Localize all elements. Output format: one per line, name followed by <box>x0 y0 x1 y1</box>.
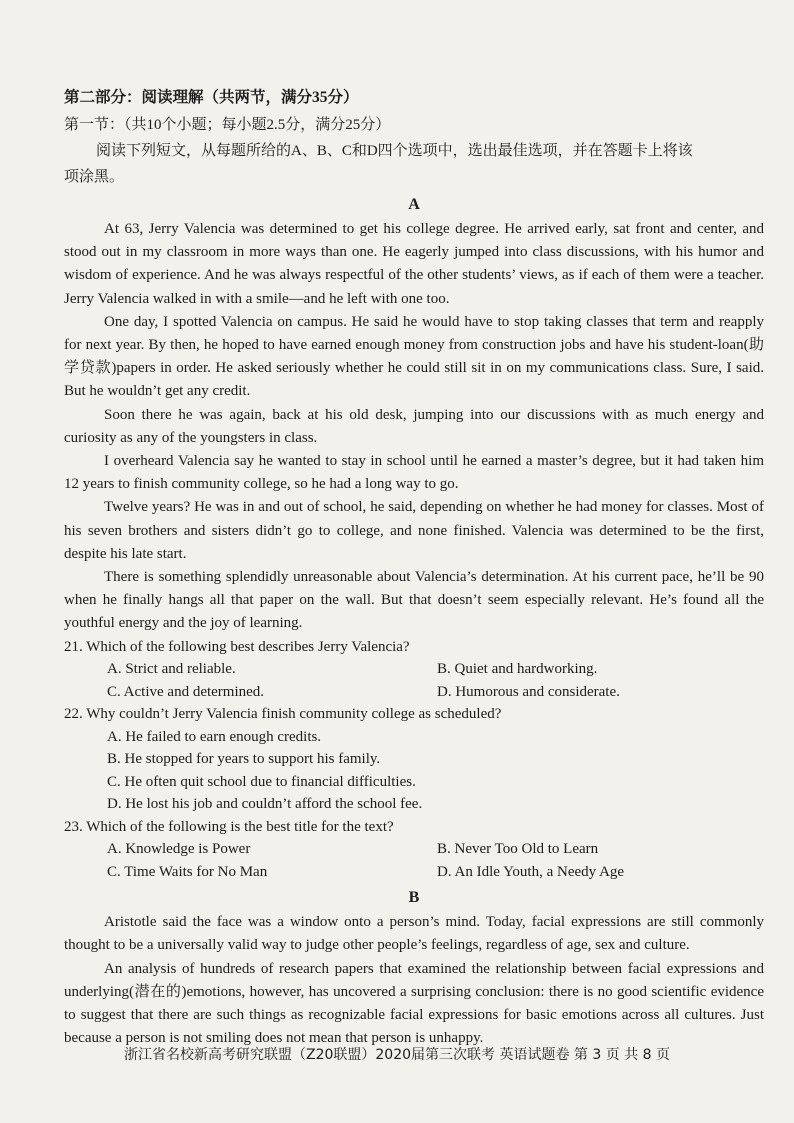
question-23-option-b: B. Never Too Old to Learn <box>437 841 599 858</box>
page-footer: 浙江省名校新高考研究联盟（Z20联盟）2020届第三次联考 英语试题卷 第 3 页 共 8 页 <box>124 1047 670 1063</box>
passage-b-title: B <box>408 889 420 907</box>
question-23-option-c: C. Time Waits for No Man <box>107 863 268 880</box>
passage-b-paragraph: Aristotle said the face was a window onto a person’s mind. Today, facial expressions are still commonly thought to be a universally valid way to judge other people’s feelings, regardless of age, sex and culture. <box>64 914 764 954</box>
question-23-option-a: A. Knowledge is Power <box>107 841 251 858</box>
question-23-option-d: D. An Idle Youth, a Needy Age <box>437 863 625 880</box>
instructions-line-1: 阅读下列短文，从每题所给的A、B、C和D四个选项中，选出最佳选项，并在答题卡上将该 <box>96 143 693 159</box>
passage-a-title: A <box>408 196 420 213</box>
question-22-option-d: D. He lost his job and couldn’t afford the school fee. <box>107 796 423 813</box>
section-heading: 第二部分：阅读理解（共两节，满分35分） <box>64 89 359 106</box>
instructions-line-2: 项涂黑。 <box>64 169 125 185</box>
question-22-option-a: A. He failed to earn enough credits. <box>107 728 322 745</box>
passage-a-paragraph: Soon there he was again, back at his old desk, jumping into our discussions with as much energy and curiosity as any of the youngsters in class. <box>64 406 764 446</box>
question-21-option-b: B. Quiet and hardworking. <box>437 661 598 678</box>
passage-a-paragraph: Twelve years? He was in and out of school, he said, depending on whether he had money for classes. Most of his seven brothers and sisters didn’t go to college, and none finished. Valencia was determined to be the first, despite his late start. <box>64 499 764 562</box>
question-21-option-a: A. Strict and reliable. <box>107 661 236 678</box>
passage-a-paragraph: There is something splendidly unreasonable about Valencia’s determination. At his current pace, he’ll be 90 when he finally hangs all that paper on the wall. But that doesn’t seem especially relevant. He’s found all the youthful energy and the joy of learning. <box>64 569 764 632</box>
question-21-option-c: C. Active and determined. <box>107 683 265 700</box>
passage-a-paragraph: At 63, Jerry Valencia was determined to get his college degree. He arrived early, sat front and center, and stood out in my classroom in more ways than one. He eagerly jumped into class discussions, with his humor and wisdom of experience. And he was always respectful of the other students’ views, as if each of them were a teacher. Jerry Valencia walked in with a smile—and he left with one too. <box>64 221 764 307</box>
passage-b-paragraph: An analysis of hundreds of research papers that examined the relationship between facial expressions and underlying(潜在的)emotions, however, has uncovered a surprising conclusion: there is no good scientific evidence to suggest that there are such things as recognizable facial expressions for basic emotions across all cultures. Just because a person is not smiling does not mean that person is unhappy. <box>64 960 764 1047</box>
question-23-stem: 23. Which of the following is the best title for the text? <box>64 818 394 835</box>
question-21-options <box>107 658 764 703</box>
passage-a-paragraph: One day, I spotted Valencia on campus. He said he would have to stop taking classes that term and reapply for next year. By then, he hoped to have earned enough money from construction jobs and have his student-loan(助学贷款)papers in order. He asked seriously whether he could still sit in on my communications class. Sure, I said. But he wouldn’t get any credit. <box>64 313 764 400</box>
question-21-option-d: D. Humorous and considerate. <box>437 683 620 700</box>
question-23-options <box>107 838 764 883</box>
passage-a-paragraph: I overheard Valencia say he wanted to stay in school until he earned a master’s degree, but it had taken him 12 years to finish community college, so he had a long way to go. <box>64 453 764 493</box>
section-subheading: 第一节：（共10个小题；每小题2.5分，满分25分） <box>64 117 391 133</box>
question-22-option-c: C. He often quit school due to financial difficulties. <box>107 773 416 790</box>
question-22-stem: 22. Why couldn’t Jerry Valencia finish community college as scheduled? <box>64 706 502 723</box>
question-22-options <box>107 726 764 816</box>
question-22-option-b: B. He stopped for years to support his family. <box>107 751 381 768</box>
question-21-stem: 21. Which of the following best describes Jerry Valencia? <box>64 638 410 655</box>
